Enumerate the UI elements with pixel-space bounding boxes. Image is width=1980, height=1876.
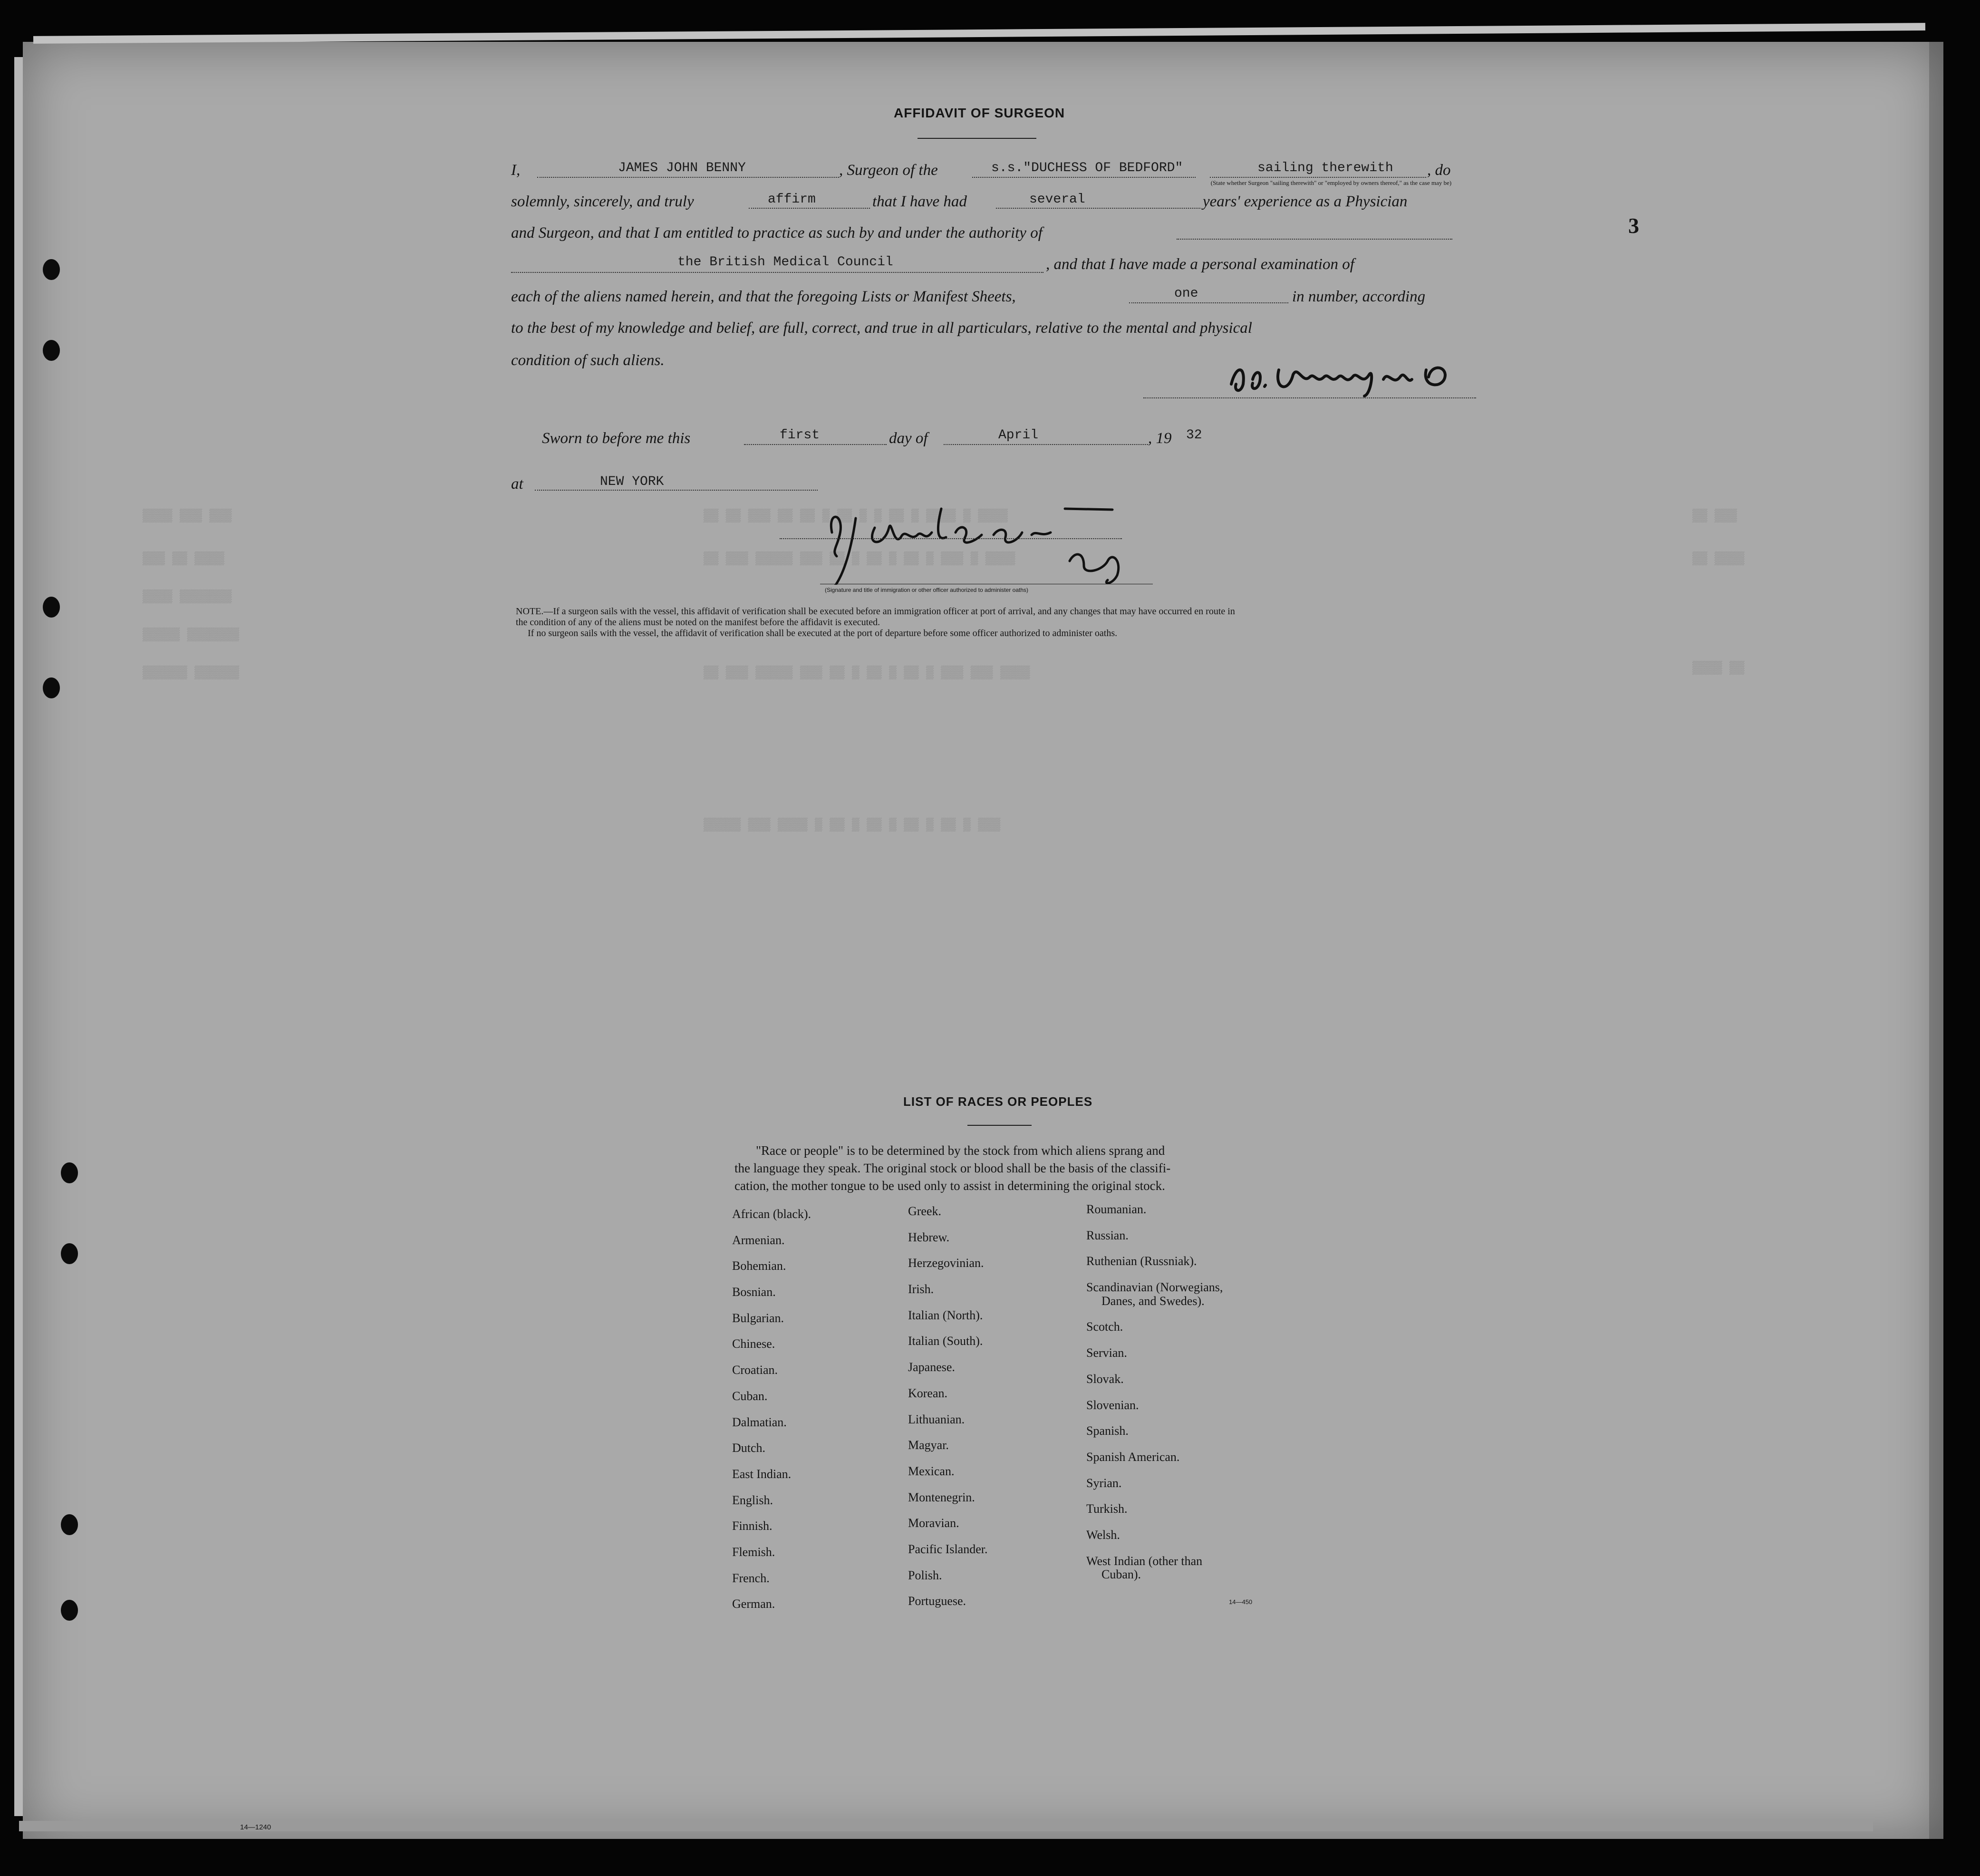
binder-hole <box>43 677 60 698</box>
binder-hole <box>61 1600 78 1621</box>
race-list-item: Servian. <box>1086 1346 1127 1360</box>
race-list-item: Welsh. <box>1086 1528 1120 1542</box>
race-list-item: Greek. <box>908 1204 942 1218</box>
place-prefix: at <box>511 475 523 493</box>
bleed-through-text: ▒▒▒▒▒▒ ▒▒▒▒▒▒ <box>143 666 239 680</box>
race-list-item: Pacific Islander. <box>908 1542 988 1556</box>
races-intro-line3: cation, the mother tongue to be used only to assist in determining the original stock. <box>734 1179 1165 1193</box>
authority-line-top <box>1177 239 1452 240</box>
binder-hole <box>61 1514 78 1535</box>
races-title-underline <box>967 1125 1032 1126</box>
page-number: 3 <box>1628 213 1639 238</box>
affidavit-line1-text: , Surgeon of the <box>839 162 938 179</box>
race-list-item: Moravian. <box>908 1516 959 1530</box>
race-list-item: Roumanian. <box>1086 1202 1147 1216</box>
affirm-value: affirm <box>768 192 816 207</box>
race-list-item: Finnish. <box>732 1519 773 1533</box>
affidavit-line7-text: condition of such aliens. <box>511 352 665 369</box>
sworn-day-line <box>744 444 887 445</box>
race-list-item: Irish. <box>908 1282 934 1296</box>
surgeon-signature <box>1227 351 1493 398</box>
race-list-item: Italian (North). <box>908 1308 983 1322</box>
surgeon-name: JAMES JOHN BENNY <box>618 161 746 175</box>
race-list-item: Ruthenian (Russniak). <box>1086 1254 1197 1268</box>
affidavit-line5-text1: each of the aliens named herein, and that the foregoing Lists or Manifest Sheets, <box>511 288 1016 305</box>
race-list-item: Slovak. <box>1086 1372 1124 1386</box>
race-list-item: Armenian. <box>732 1233 785 1247</box>
sailing-status: sailing therewith <box>1257 161 1393 175</box>
race-list-item: Croatian. <box>732 1363 778 1377</box>
years-value: several <box>1029 192 1085 207</box>
officer-signature-caption: (Signature and title of immigration or other officer authorized to administer oaths) <box>825 587 1028 593</box>
race-list-item: Russian. <box>1086 1228 1129 1242</box>
race-list-item: Dutch. <box>732 1441 766 1455</box>
page-edge-top <box>33 23 1925 44</box>
bleed-through-text: ▒▒ ▒▒ ▒▒▒ ▒▒ ▒▒ ▒ ▒▒ ▒ ▒ ▒▒ ▒ ▒▒▒▒ ▒ ▒▒▒▒ <box>704 509 1008 523</box>
bleed-through-text: ▒▒▒ ▒▒ ▒▒▒▒ <box>143 551 224 566</box>
bleed-through-text: ▒▒▒▒▒ ▒▒▒ ▒▒▒▒ ▒ ▒▒ ▒ ▒▒ ▒ ▒▒ ▒ ▒▒ ▒ ▒▒▒ <box>704 818 1001 832</box>
bleed-through-text: ▒▒▒▒ ▒▒▒ ▒▒▒ <box>143 509 232 523</box>
race-list-item: Scotch. <box>1086 1320 1123 1334</box>
races-list-title: LIST OF RACES OR PEOPLES <box>903 1094 1093 1109</box>
officer-signature <box>818 490 1188 585</box>
affidavit-line4-text: , and that I have made a personal examination of <box>1046 256 1354 273</box>
title-underline <box>918 138 1036 139</box>
binder-hole <box>43 597 60 618</box>
race-list-item: Danes, and Swedes). <box>1101 1294 1205 1308</box>
race-list-item: Dalmatian. <box>732 1415 787 1429</box>
race-list-item: Bulgarian. <box>732 1311 784 1325</box>
sailing-status-line <box>1210 177 1426 178</box>
race-list-item: Mexican. <box>908 1464 955 1478</box>
affidavit-line2-text2: that I have had <box>872 193 967 210</box>
race-list-item: Spanish American. <box>1086 1450 1180 1464</box>
sailing-status-caption: (State whether Surgeon "sailing therewith" or "employed by owners thereof," as the case may be) <box>1210 179 1452 186</box>
affidavit-line2-text1: solemnly, sincerely, and truly <box>511 193 694 210</box>
bleed-through-text: ▒▒ ▒▒▒▒ <box>1692 551 1745 566</box>
page-edge-bottom <box>19 1821 1873 1831</box>
affidavit-line1-suffix: , do <box>1427 162 1451 179</box>
race-list-item: Bohemian. <box>732 1259 786 1273</box>
race-list-item: Slovenian. <box>1086 1398 1139 1412</box>
bleed-through-text: ▒▒▒▒ ▒▒ <box>1692 661 1745 675</box>
bleed-through-text: ▒▒ ▒▒▒ ▒▒▒▒▒ ▒▒▒ ▒▒ ▒ ▒▒ ▒ ▒▒ ▒ ▒▒▒ ▒ ▒▒▒▒ <box>704 551 1015 566</box>
race-list-item: Chinese. <box>732 1337 775 1351</box>
bleed-through-text: ▒▒ ▒▒▒ ▒▒▒▒▒ ▒▒▒ ▒▒ ▒ ▒▒ ▒ ▒▒ ▒ ▒▒▒ ▒▒▒ ▒▒▒▒ <box>704 666 1030 680</box>
place-value: NEW YORK <box>600 474 664 489</box>
race-list-item: West Indian (other than <box>1086 1554 1203 1568</box>
affidavit-note-line1: NOTE.—If a surgeon sails with the vessel, this affidavit of verification shall be executed before an immigration officer at port of arrival, and any changes that may have occurred en route in <box>516 606 1235 617</box>
race-list-item: East Indian. <box>732 1467 792 1481</box>
affidavit-line5-text2: in number, according <box>1292 288 1426 305</box>
years-line <box>996 208 1200 209</box>
authority-line <box>511 272 1043 273</box>
race-list-item: Portuguese. <box>908 1594 966 1608</box>
sheet-count-line <box>1129 302 1288 303</box>
binder-hole <box>61 1243 78 1264</box>
race-list-item: Polish. <box>908 1568 942 1582</box>
vessel-name-line <box>972 177 1196 178</box>
sworn-day: first <box>780 428 820 443</box>
authority-value: the British Medical Council <box>677 255 893 270</box>
race-list-item: Magyar. <box>908 1438 949 1452</box>
race-list-item: English. <box>732 1493 773 1507</box>
race-list-item: Japanese. <box>908 1360 955 1374</box>
sworn-text: Sworn to before me this <box>542 430 691 447</box>
race-list-item: African (black). <box>732 1207 811 1221</box>
affirm-line <box>749 208 870 209</box>
race-list-item: Scandinavian (Norwegians, <box>1086 1280 1223 1294</box>
race-list-item: Lithuanian. <box>908 1412 965 1426</box>
vessel-name: s.s."DUCHESS OF BEDFORD" <box>991 161 1183 175</box>
affidavit-line1-prefix: I, <box>511 162 521 179</box>
race-list-item: French. <box>732 1571 770 1585</box>
footer-form-code: 14—1240 <box>240 1823 271 1831</box>
race-list-item: Flemish. <box>732 1545 775 1559</box>
binder-hole <box>43 340 60 361</box>
affidavit-title: AFFIDAVIT OF SURGEON <box>894 106 1065 120</box>
race-list-item: Herzegovinian. <box>908 1256 984 1270</box>
race-list-item: German. <box>732 1597 775 1611</box>
affidavit-line2-text3: years' experience as a Physician <box>1203 193 1408 210</box>
affidavit-note-line3: If no surgeon sails with the vessel, the affidavit of verification shall be executed at the port of departure before some officer authorized to administer oaths. <box>528 628 1118 638</box>
race-list-item: Italian (South). <box>908 1334 983 1348</box>
affidavit-line6-text: to the best of my knowledge and belief, are full, correct, and true in all particulars, relative to the mental and physical <box>511 319 1252 337</box>
sworn-month-line <box>944 444 1148 445</box>
bleed-through-text: ▒▒▒▒▒ ▒▒▒▒▒▒▒ <box>143 628 239 642</box>
surgeon-name-line <box>537 177 839 178</box>
affidavit-line3-text: and Surgeon, and that I am entitled to practice as such by and under the authority of <box>511 224 1043 242</box>
sworn-month: April <box>998 428 1039 443</box>
race-list-item: Syrian. <box>1086 1476 1122 1490</box>
races-intro-line1: "Race or people" is to be determined by the stock from which aliens sprang and <box>756 1143 1165 1158</box>
sworn-year-prefix: , 19 <box>1148 430 1172 447</box>
race-list-item: Bosnian. <box>732 1285 776 1299</box>
place-line <box>535 490 818 491</box>
bleed-through-text: ▒▒ ▒▒▒ <box>1692 509 1737 523</box>
races-form-code: 14—450 <box>1229 1598 1253 1605</box>
race-list-item: Cuban). <box>1101 1567 1141 1581</box>
page-edge-left <box>14 57 23 1816</box>
race-list-item: Turkish. <box>1086 1502 1128 1516</box>
race-list-item: Cuban. <box>732 1389 768 1403</box>
races-intro-line2: the language they speak. The original stock or blood shall be the basis of the classifi- <box>734 1161 1171 1175</box>
document-sheet <box>23 42 1943 1839</box>
officer-signature-line <box>780 538 1122 539</box>
bleed-through-text: ▒▒▒▒ ▒▒▒▒▒▒▒ <box>143 590 232 604</box>
sheet-count: one <box>1174 286 1198 301</box>
race-list-item: Spanish. <box>1086 1424 1129 1438</box>
affidavit-note-line2: the condition of any of the aliens must be noted on the manifest before the affidavit is executed. <box>516 617 880 628</box>
race-list-item: Montenegrin. <box>908 1490 975 1504</box>
binder-hole <box>61 1162 78 1183</box>
sworn-text-day-of: day of <box>889 430 928 447</box>
race-list-item: Hebrew. <box>908 1230 950 1244</box>
race-list-item: Korean. <box>908 1386 948 1400</box>
sworn-year: 32 <box>1186 428 1202 443</box>
binder-hole <box>43 259 60 280</box>
